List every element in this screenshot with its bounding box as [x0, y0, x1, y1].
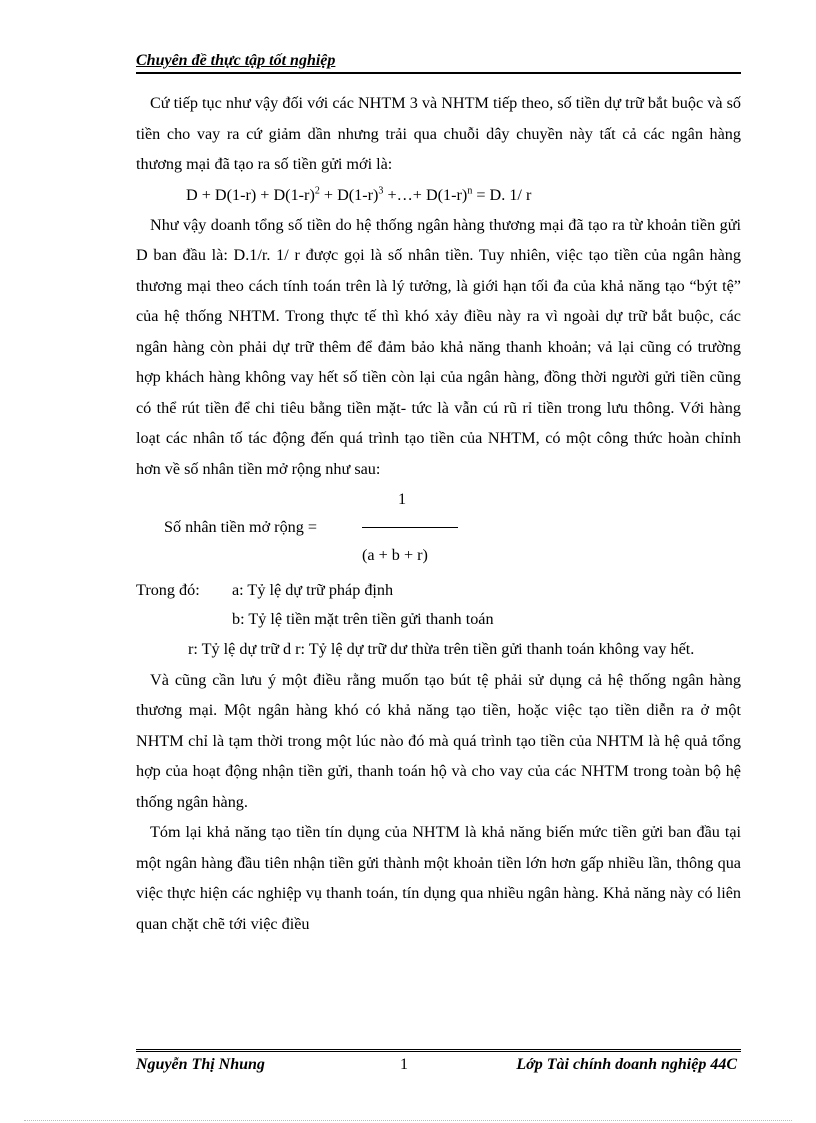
where-r: r: Tỷ lệ dự trữ d r: Tỷ lệ dự trữ dư thừa trên tiền gửi thanh toán không vay hết. — [188, 640, 695, 658]
series-part-3: +…+ D(1-r) — [383, 185, 468, 204]
series-exp-3: 3 — [378, 185, 384, 197]
where-a: a: Tỷ lệ dự trữ pháp định — [232, 581, 394, 599]
where-label: Trong đó: — [136, 581, 200, 599]
paragraph-3: Và cũng cần lưu ý một điều rằng muốn tạo bút tệ phải sử dụng cả hệ thống ngân hàng thương mại. Một ngân hàng khó có khả năng tạo tiền, hoặc việc tạo tiền diễn ra ở một NHTM chỉ là tạm thời trong một lúc nào đó mà quá trình tạo tiền của NHTM là hệ quả tổng hợp của hoạt động nhận tiền gửi, thanh toán hộ và cho vay của các NHTM trong toàn bộ hệ thống ngân hàng. — [136, 670, 741, 811]
paragraph-4: Tóm lại khả năng tạo tiền tín dụng của NHTM là khả năng biến mức tiền gửi ban đầu tại một ngân hàng đầu tiên nhận tiền gửi thành một khoản tiền lớn hơn gấp nhiều lần, thông qua việc thực hiện các nghiệp vụ thanh toán, tín dụng qua nhiều ngân hàng. Khả năng này có liên quan chặt chẽ tới việc điều — [136, 823, 741, 933]
series-exp-2: 2 — [314, 185, 320, 197]
footer-author: Nguyễn Thị Nhung — [136, 1056, 265, 1073]
page-number: 1 — [400, 1056, 408, 1073]
page-footer — [136, 1056, 741, 1076]
where-row-a — [136, 576, 741, 604]
series-formula — [136, 180, 741, 210]
multiplier-label: Số nhân tiền mở rộng = — [164, 518, 318, 536]
page-edge — [24, 1120, 792, 1121]
footer-rule — [136, 1049, 741, 1052]
page-header — [136, 50, 741, 74]
series-part-4: = D. 1/ r — [472, 185, 532, 204]
fraction-bar — [362, 527, 458, 528]
multiplier-numerator: 1 — [398, 490, 407, 508]
paragraph-2: Như vậy doanh tổng số tiền do hệ thống ngân hàng thương mại đã tạo ra từ khoản tiền gửi D ban đầu là: D.1/r. 1/ r được gọi là số nhân tiền. Tuy nhiên, việc tạo tiền của ngân hàng thương mại theo cách tính toán trên là lý tưởng, là giới hạn tối đa của khả năng tạo “být tệ” của hệ thống NHTM. Trong thực tế thì khó xảy điều này ra vì ngoài dự trữ bắt buộc, các ngân hàng còn phải dự trữ thêm để đảm bảo khả năng thanh khoản; vả lại cũng có trường hợp khách hàng không vay hết số tiền còn lại của ngân hàng, đồng thời người gửi tiền cũng có thể rút tiền để chi tiêu bằng tiền mặt- tức là vẫn cú rũ rỉ tiền trong lưu thông. Với hàng loạt các nhân tố tác động đến quá trình tạo tiền của NHTM, có một công thức hoàn chỉnh hơn về số nhân tiền mở rộng như sau: — [136, 215, 741, 478]
where-b: b: Tỷ lệ tiền mặt trên tiền gửi thanh toán — [232, 610, 494, 628]
footer-class: Lớp Tài chính doanh nghiệp 44C — [516, 1056, 737, 1073]
series-part-2: + D(1-r) — [319, 185, 379, 204]
series-part-1: D + D(1-r) + D(1-r) — [186, 185, 315, 204]
multiplier-formula — [136, 484, 741, 576]
series-exp-n: n — [467, 185, 473, 197]
header-title: Chuyên đề thực tập tốt nghiệp — [136, 52, 336, 69]
paragraph-1: Cứ tiếp tục như vậy đối với các NHTM 3 và NHTM tiếp theo, số tiền dự trữ bắt buộc và số tiền cho vay ra cứ giảm dần nhưng trải qua chuỗi dây chuyền này tất cả các ngân hàng thương mại đã tạo ra số tiền gửi mới là: — [136, 94, 741, 173]
multiplier-denominator: (a + b + r) — [362, 546, 428, 564]
page-body — [136, 88, 741, 939]
